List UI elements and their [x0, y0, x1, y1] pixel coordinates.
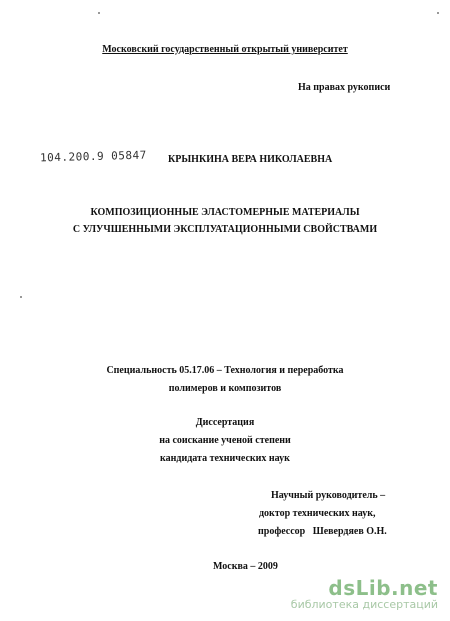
scan-speck [98, 12, 100, 14]
dslib-logo: dsLib.net [328, 576, 438, 600]
dissertation-title-line2: С УЛУЧШЕННЫМИ ЭКСПЛУАТАЦИОННЫМИ СВОЙСТВАМИ [72, 224, 378, 235]
advisor-line2: доктор технических наук, [259, 508, 376, 519]
advisor-line1: Научный руководитель – [271, 490, 386, 501]
advisor-line3: профессор Шевердяев О.Н. [258, 526, 387, 537]
scan-speck [20, 296, 22, 298]
manuscript-rights: На правах рукописи [298, 82, 391, 93]
dslib-watermark [291, 576, 438, 611]
university-name: Московский государственный открытый университет [102, 44, 348, 55]
specialty-line1: Специальность 05.17.06 – Технология и переработка [106, 365, 344, 376]
scan-speck [437, 12, 439, 14]
dissertation-label: Диссертация [195, 417, 255, 428]
degree-line2: кандидата технических наук [160, 453, 290, 464]
city-year: Москва – 2009 [213, 561, 278, 572]
archive-stamp-number: 104.200.9 05847 [39, 148, 147, 165]
specialty-line2: полимеров и композитов [168, 383, 282, 394]
dslib-subtitle: библиотека диссертаций [290, 598, 438, 611]
dissertation-title-line1: КОМПОЗИЦИОННЫЕ ЭЛАСТОМЕРНЫЕ МАТЕРИАЛЫ [90, 207, 360, 218]
author-name: КРЫНКИНА ВЕРА НИКОЛАЕВНА [168, 154, 333, 165]
degree-line1: на соискание ученой степени [159, 435, 291, 446]
